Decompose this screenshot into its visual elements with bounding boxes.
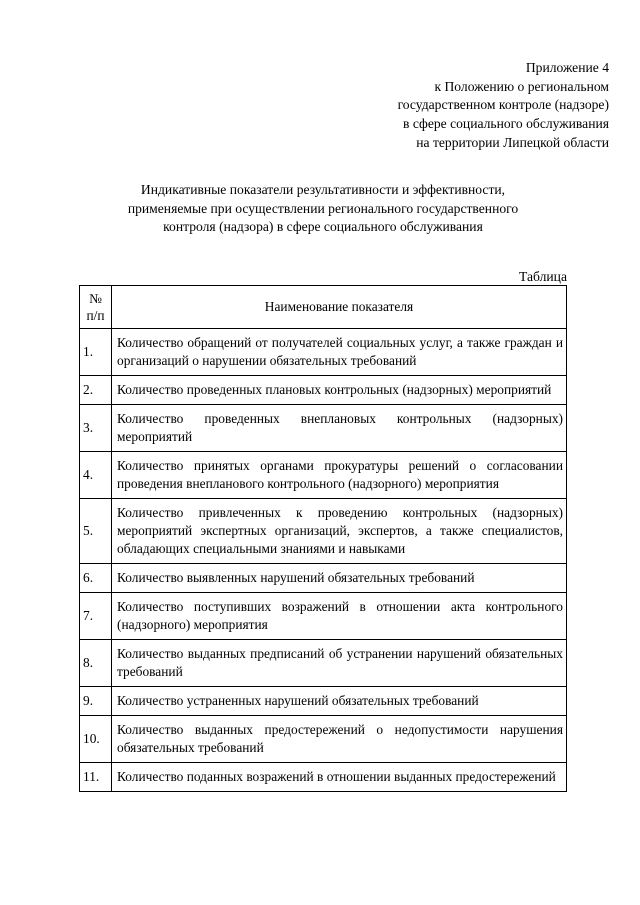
row-number: 4. xyxy=(80,452,112,499)
row-number: 3. xyxy=(80,405,112,452)
row-number: 6. xyxy=(80,564,112,593)
table-row xyxy=(80,329,567,376)
appendix-line: в сфере социального обслуживания xyxy=(403,116,609,132)
table-row xyxy=(80,499,567,564)
appendix-block xyxy=(398,59,609,153)
table-row xyxy=(80,376,567,405)
table-body xyxy=(80,329,567,792)
appendix-line: государственном контроле (надзоре) xyxy=(397,97,609,113)
document-title xyxy=(80,181,566,237)
table-row xyxy=(80,452,567,499)
row-number: 11. xyxy=(80,763,112,792)
indicator-name: Количество проведенных внеплановых контрольных (надзорных) мероприятий xyxy=(112,405,567,452)
row-number: 7. xyxy=(80,593,112,640)
indicator-name: Количество выданных предписаний об устранении нарушений обязательных требований xyxy=(112,640,567,687)
title-line: контроля (надзора) в сфере социального обслуживания xyxy=(163,219,483,234)
indicators-table xyxy=(79,285,567,792)
table-row xyxy=(80,687,567,716)
header-number-symbol: № xyxy=(89,291,102,306)
table-row xyxy=(80,593,567,640)
table-caption: Таблица xyxy=(519,269,567,284)
table-header-row xyxy=(80,286,567,329)
appendix-line: на территории Липецкой области xyxy=(416,134,609,150)
row-number: 5. xyxy=(80,499,112,564)
header-indicator-name: Наименование показателя xyxy=(112,286,567,329)
title-line: применяемые при осуществлении регионального государственного xyxy=(127,200,519,216)
row-number: 9. xyxy=(80,687,112,716)
indicator-name: Количество выданных предостережений о недопустимости нарушения обязательных требований xyxy=(112,716,567,763)
indicator-name: Количество привлеченных к проведению контрольных (надзорных) мероприятий экспертных организаций, экспертов, а также специалистов, обладающих специальными знаниями и навыками xyxy=(112,499,567,564)
row-number: 2. xyxy=(80,376,112,405)
row-number: 1. xyxy=(80,329,112,376)
row-number: 10. xyxy=(80,716,112,763)
row-number: 8. xyxy=(80,640,112,687)
indicator-name: Количество проведенных плановых контрольных (надзорных) мероприятий xyxy=(112,376,567,405)
header-number-abbr: п/п xyxy=(86,308,105,323)
table-row xyxy=(80,405,567,452)
title-line: Индикативные показатели результативности и эффективности, xyxy=(140,182,506,197)
appendix-line: к Положению о региональном xyxy=(434,78,609,94)
indicator-name: Количество выявленных нарушений обязательных требований xyxy=(112,564,567,593)
table-row xyxy=(80,564,567,593)
indicator-name: Количество поступивших возражений в отношении акта контрольного (надзорного) мероприятия xyxy=(112,593,567,640)
indicator-name: Количество поданных возражений в отношении выданных предостережений xyxy=(112,763,567,792)
table-row xyxy=(80,763,567,792)
indicator-name: Количество устраненных нарушений обязательных требований xyxy=(112,687,567,716)
appendix-line: Приложение 4 xyxy=(525,60,609,75)
table-row xyxy=(80,640,567,687)
indicator-name: Количество принятых органами прокуратуры решений о согласовании проведения внепланового контрольного (надзорного) мероприятия xyxy=(112,452,567,499)
header-number xyxy=(80,286,112,329)
table-row xyxy=(80,716,567,763)
indicator-name: Количество обращений от получателей социальных услуг, а также граждан и организаций о нарушении обязательных требований xyxy=(112,329,567,376)
